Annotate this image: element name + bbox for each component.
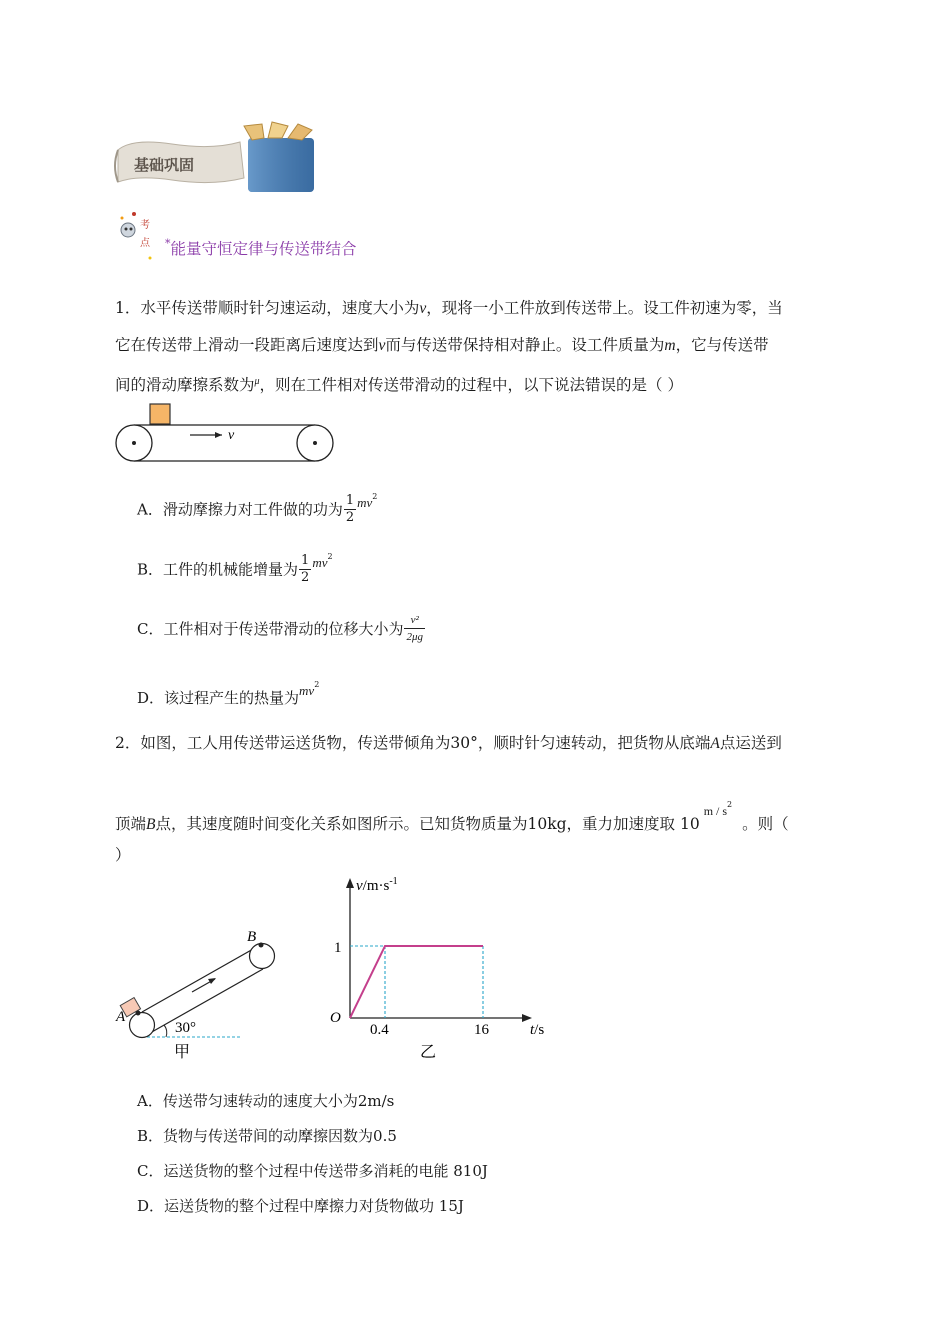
q1-mu: μ <box>254 376 260 387</box>
topic-badge <box>114 210 158 262</box>
topic-marker: * <box>165 237 171 250</box>
q2-jia-label-a: A <box>116 1009 126 1025</box>
q1-option-b-frac <box>299 553 311 586</box>
q2-B: B <box>146 816 156 833</box>
section-banner <box>112 120 322 198</box>
q1-v: v <box>419 300 427 317</box>
frac-num: 1 <box>301 552 310 568</box>
q2-yi-ylabel-sup: -1 <box>389 876 398 887</box>
q2-figure-jia <box>112 922 282 1064</box>
q2-yi-origin: O <box>330 1010 341 1026</box>
q1-option-a-sup: 2 <box>372 492 378 501</box>
q2-option-b: B．货物与传送带间的动摩擦因数为0.5 <box>137 1127 397 1145</box>
q1-line1 <box>115 298 840 319</box>
q1-option-a-frac <box>344 493 356 526</box>
q1-option-a <box>137 492 377 526</box>
q1-line2a: 它在传送带上滑动一段距离后速度达到 <box>115 336 379 354</box>
q2-option-c: C．运送货物的整个过程中传送带多消耗的电能 810J <box>137 1162 488 1180</box>
q2-yi-xlabel-unit: /s <box>534 1022 545 1038</box>
q2-A: A <box>710 735 720 752</box>
q2-yi-ylabel-unit: /m·s <box>362 878 390 894</box>
q2-yi-velocity-curve <box>350 946 483 1018</box>
q2-line2 <box>115 795 840 835</box>
q2-jia-label-b: B <box>247 929 257 945</box>
q2-jia-belt-top <box>142 944 262 1012</box>
banner-title: 基础巩固 <box>134 156 195 174</box>
q2-yi-ylabel <box>356 876 398 894</box>
q2-jia-caption: 甲 <box>174 1042 191 1061</box>
q1-line3b: ，则在工件相对传送带滑动的过程中，以下说法错误的是（ ） <box>259 376 683 395</box>
topic-badge-bottom: 点 <box>140 238 150 249</box>
frac-num: v² <box>404 612 425 629</box>
q1-v2: v <box>378 337 386 354</box>
q2-yi-xlabel-t: t <box>530 1022 535 1038</box>
q1-option-c-text: C．工件相对于传送带滑动的位移大小为 <box>137 620 404 638</box>
q1-option-a-text: A．滑动摩擦力对工件做的功为 <box>137 500 343 519</box>
q1-option-d-text: D．该过程产生的热量为 <box>137 689 300 707</box>
topic-badge-top: 考 <box>140 220 150 231</box>
q2-jia-pulley-a <box>130 1013 155 1038</box>
q1-option-b-mv: mv <box>312 555 328 570</box>
q2-line1a: 2．如图，工人用传送带运送货物，传送带倾角为30°，顺时针匀速转动，把货物从底端 <box>115 734 711 752</box>
frac-num: 1 <box>345 492 355 508</box>
frac-den: 2 <box>345 509 355 525</box>
q2-unit: m / s <box>703 804 728 818</box>
q2-figure-yi <box>318 872 558 1064</box>
q2-line2a: 顶端 <box>115 815 147 833</box>
q1-line2c: ，它与传送带 <box>675 336 769 354</box>
q2-line3-text: ） <box>115 846 131 864</box>
q1-option-b-sup: 2 <box>327 552 333 561</box>
q2-yi-caption: 乙 <box>420 1042 437 1061</box>
banner-graphic <box>112 120 322 198</box>
q1-option-b-text: B．工件的机械能增量为 <box>137 560 299 579</box>
q1-m: m <box>664 337 676 354</box>
q2-yi-xtick-1: 16 <box>474 1022 489 1038</box>
q1-option-c <box>137 612 426 645</box>
q1-line2 <box>115 335 840 356</box>
q2-unit-sup: 2 <box>727 800 733 809</box>
q1-workpiece <box>150 404 170 424</box>
frac-den: 2μg <box>406 631 424 643</box>
q2-yi-xlabel <box>530 1022 544 1038</box>
q2-option-d: D．运送货物的整个过程中摩擦力对货物做功 15J <box>137 1197 464 1215</box>
topic-title-text: 能量守恒定律与传送带结合 <box>170 240 357 258</box>
q2-yi-ylabel-v: v <box>356 878 363 894</box>
q2-line2c: 。则（ <box>742 815 789 833</box>
q2-option-a: A．传送带匀速转动的速度大小为2m/s <box>137 1092 395 1110</box>
q1-option-a-mv: mv <box>357 495 373 510</box>
topic-badge-icon <box>114 210 158 262</box>
q2-line3 <box>115 845 840 865</box>
q2-line2b: 点，其速度随时间变化关系如图所示。已知货物质量为10kg，重力加速度取 10 <box>155 815 700 833</box>
q1-figure-v: v <box>228 428 235 443</box>
q1-option-d-sup: 2 <box>314 680 320 689</box>
q1-conveyor-figure <box>112 402 342 468</box>
q2-yi-xtick-0: 0.4 <box>370 1022 389 1038</box>
q1-option-b <box>137 552 333 586</box>
q1-option-d-mv: mv <box>299 683 315 698</box>
q2-jia-angle-arc <box>164 1025 167 1037</box>
q2-line1 <box>115 733 840 754</box>
q1-option-d <box>137 680 319 708</box>
q1-line2b: 而与传送带保持相对静止。设工件质量为 <box>385 336 665 354</box>
q1-line3a: 间的滑动摩擦系数为 <box>115 376 255 395</box>
q2-jia-belt-bottom <box>143 969 263 1037</box>
q1-line3 <box>115 372 840 395</box>
topic-title <box>165 237 357 259</box>
q2-yi-ytick: 1 <box>334 940 342 956</box>
q1-option-c-frac <box>404 612 425 645</box>
q1-line1b: ，现将一小工件放到传送带上。设工件初速为零，当 <box>426 299 783 317</box>
frac-den: 2 <box>301 569 310 585</box>
q2-line1b: 点运送到 <box>719 734 782 752</box>
q1-line1-text: 1．水平传送带顺时针匀速运动，速度大小为 <box>115 299 420 317</box>
q2-jia-angle: 30° <box>175 1020 196 1036</box>
